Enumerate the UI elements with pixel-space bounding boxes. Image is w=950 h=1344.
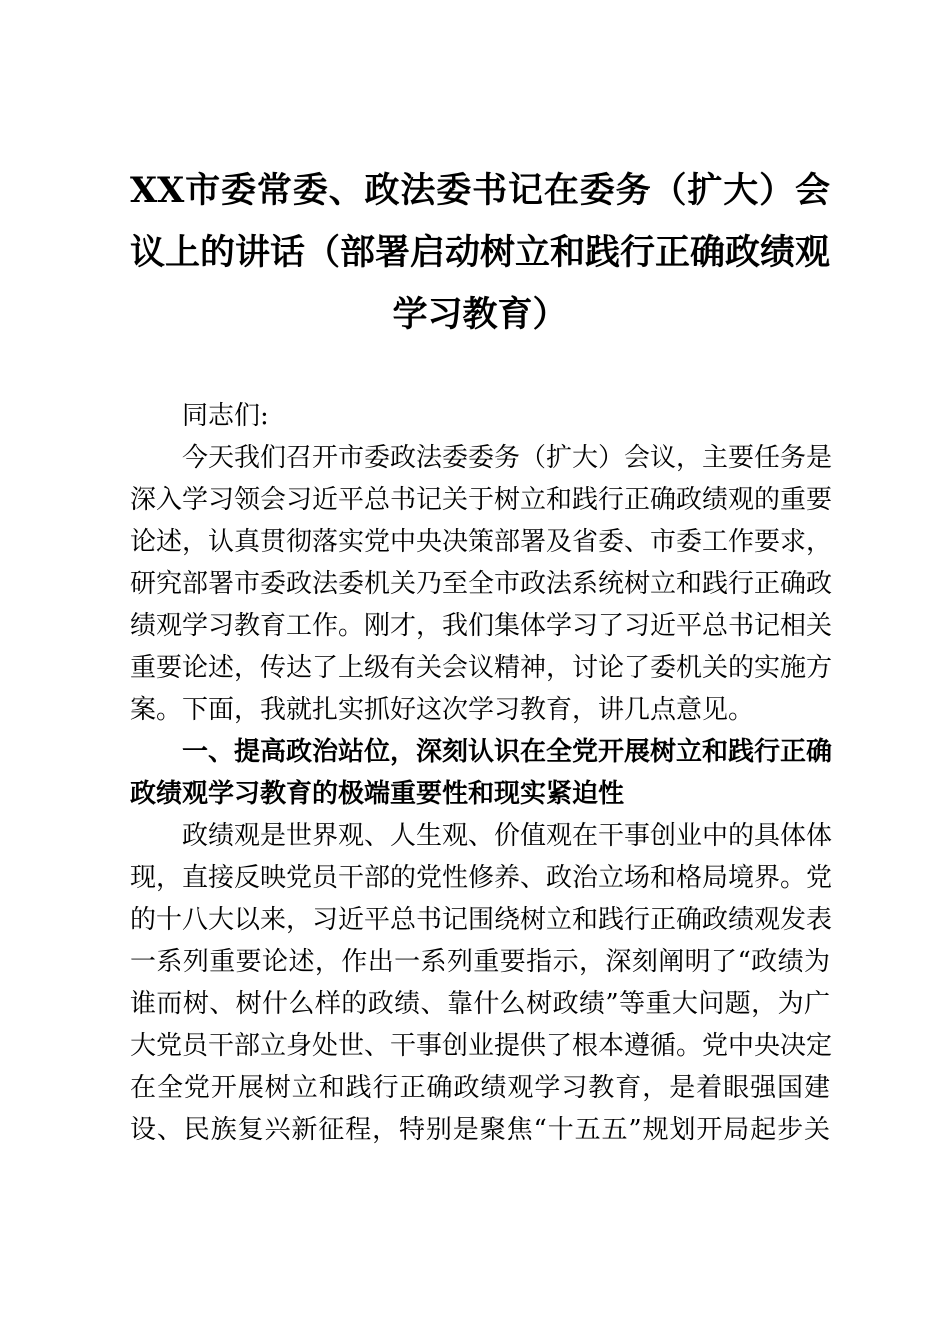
paragraph-line: 谁而树、树什么样的政绩、靠什么树政绩”等重大问题，为广 (130, 989, 830, 1019)
intro-line: 绩观学习教育工作。刚才，我们集体学习了习近平总书记相关 (130, 611, 833, 641)
paragraph-line: 现，直接反映党员干部的党性修养、政治立场和格局境界。党 (130, 863, 833, 893)
intro-line: 案。下面，我就扎实抓好这次学习教育，讲几点意见。 (130, 695, 755, 725)
intro-line: 今天我们召开市委政法委委务（扩大）会议，主要任务是 (182, 443, 833, 473)
intro-line: 重要论述，传达了上级有关会议精神，讨论了委机关的实施方 (130, 653, 833, 683)
paragraph-line: 设、民族复兴新征程，特别是聚焦“十五五”规划开局起步关 (130, 1115, 830, 1145)
title-line: XX市委常委、政法委书记在委务（扩大）会 (130, 170, 830, 211)
paragraph-line: 政绩观是世界观、人生观、价值观在干事创业中的具体体 (182, 821, 833, 851)
section-heading-line: 政绩观学习教育的极端重要性和现实紧迫性 (130, 779, 625, 809)
section-heading-line: 一、提高政治站位，深刻认识在全党开展树立和践行正确 (182, 737, 833, 767)
document-body (130, 395, 833, 1151)
intro-line: 深入学习领会习近平总书记关于树立和践行正确政绩观的重要 (130, 485, 833, 515)
paragraph-line: 大党员干部立身处世、干事创业提供了根本遵循。党中央决定 (130, 1031, 833, 1061)
salutation: 同志们: (182, 401, 269, 431)
paragraph-line: 一系列重要论述，作出一系列重要指示，深刻阐明了“政绩为 (130, 947, 830, 977)
intro-line: 研究部署市委政法委机关乃至全市政法系统树立和践行正确政 (130, 569, 833, 599)
paragraph-line: 在全党开展树立和践行正确政绩观学习教育，是着眼强国建 (130, 1073, 830, 1103)
document-title (130, 160, 830, 346)
paragraph-line: 的十八大以来，习近平总书记围绕树立和践行正确政绩观发表 (130, 905, 833, 935)
title-line: 学习教育） (392, 294, 568, 335)
title-line: 议上的讲话（部署启动树立和践行正确政绩观 (130, 232, 831, 273)
intro-line: 论述，认真贯彻落实党中央决策部署及省委、市委工作要求， (130, 527, 833, 557)
